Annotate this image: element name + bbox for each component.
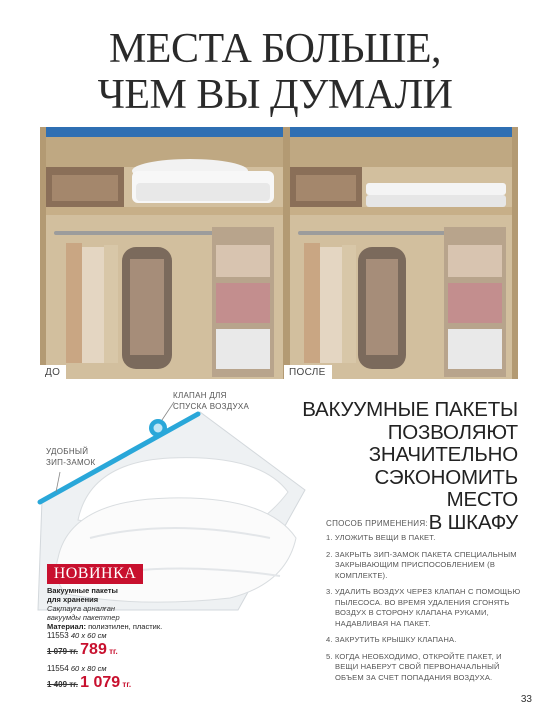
usage-steps: [326, 533, 526, 689]
product-variant-1: [47, 631, 106, 640]
usage-step: 3. УДАЛИТЬ ВОЗДУХ ЧЕРЕЗ КЛАПАН С ПОМОЩЬЮ ПЫЛЕСОСА. ВО ВРЕМЯ УДАЛЕНИЯ СГОНЯТЬ ВОЗДУХ В СТОРОНУ КЛАПАНА РУКАМИ, НАДАВЛИВАЯ НА ПАКЕТ.: [326, 587, 521, 628]
old-price: 1 409 тг.: [47, 680, 78, 689]
zip-callout: [46, 446, 95, 468]
zip-callout-line-1: УДОБНЫЙ: [46, 447, 89, 456]
benefit-heading: [300, 399, 518, 534]
valve-callout: [173, 390, 249, 412]
product-code: 11554: [47, 664, 69, 673]
product-name-line-2: для хранения: [47, 595, 99, 604]
new-price: [80, 674, 132, 691]
material-label: Материал:: [47, 622, 86, 631]
new-price-value: 1 079: [80, 674, 121, 691]
usage-step: 4. ЗАКРУТИТЬ КРЫШКУ КЛАПАНА.: [326, 635, 457, 644]
new-price: [80, 641, 118, 658]
new-price-value: 789: [80, 641, 107, 658]
valve-callout-line-2: СПУСКА ВОЗДУХА: [173, 402, 250, 411]
product-name-line-1: Вакуумные пакеты: [47, 586, 118, 595]
zip-callout-line-2: ЗИП-ЗАМОК: [46, 458, 96, 467]
product-code: 11553: [47, 631, 69, 640]
product-alt-name-line-2: вакуумды пакеттер: [47, 613, 120, 622]
product-material: [47, 622, 177, 631]
product-size: 40 х 60 см: [70, 631, 107, 640]
usage-step: 5. КОГДА НЕОБХОДИМО, ОТКРОЙТЕ ПАКЕТ, И ВЕЩИ НАБЕРУТ СВОЙ ПЕРВОНАЧАЛЬНЫЙ ОБЪЕМ ЗА СЧЕТ ПОПАДАНИЯ ВОЗДУХА.: [326, 651, 502, 682]
material-value: полиэтилен, пластик.: [85, 622, 163, 631]
before-label: ДО: [40, 365, 66, 379]
benefit-heading-line-3: ЗНАЧИТЕЛЬНО: [368, 443, 518, 466]
usage-step: 2. ЗАКРЫТЬ ЗИП-ЗАМОК ПАКЕТА СПЕЦИАЛЬНЫМ ЗАКРЫВАЮЩИМ ПРИСПОСОБЛЕНИЕМ (В КОМПЛЕКТЕ).: [326, 549, 517, 580]
usage-title: СПОСОБ ПРИМЕНЕНИЯ:: [326, 519, 428, 528]
product-alt-name-line-1: Сақтауға арналған: [47, 604, 116, 613]
usage-step: 1. УЛОЖИТЬ ВЕЩИ В ПАКЕТ.: [326, 533, 436, 542]
after-photo: [284, 127, 518, 379]
benefit-heading-line-1: ВАКУУМНЫЕ ПАКЕТЫ: [302, 398, 518, 421]
headline-line-2: ЧЕМ ВЫ ДУМАЛИ: [97, 72, 453, 118]
after-label: ПОСЛЕ: [284, 365, 332, 379]
benefit-heading-line-2: ПОЗВОЛЯЮТ: [387, 420, 518, 444]
price-row-1: [47, 641, 118, 659]
new-badge: НОВИНКА: [47, 564, 143, 584]
new-price-currency: тг.: [120, 680, 132, 689]
price-row-2: [47, 674, 131, 692]
old-price: 1 079 тг.: [47, 647, 78, 656]
product-variant-2: [47, 664, 106, 673]
product-description: [47, 586, 177, 631]
benefit-heading-line-5: В ШКАФУ: [428, 510, 518, 534]
product-size: 60 х 80 см: [70, 664, 107, 673]
valve-callout-line-1: КЛАПАН ДЛЯ: [173, 391, 227, 400]
before-photo: [40, 127, 289, 379]
benefit-heading-line-4: СЭКОНОМИТЬ МЕСТО: [374, 465, 518, 511]
page-headline: [0, 26, 550, 118]
page-number: 33: [520, 694, 532, 705]
new-price-currency: тг.: [106, 647, 118, 656]
headline-line-1: МЕСТА БОЛЬШЕ,: [108, 26, 442, 72]
